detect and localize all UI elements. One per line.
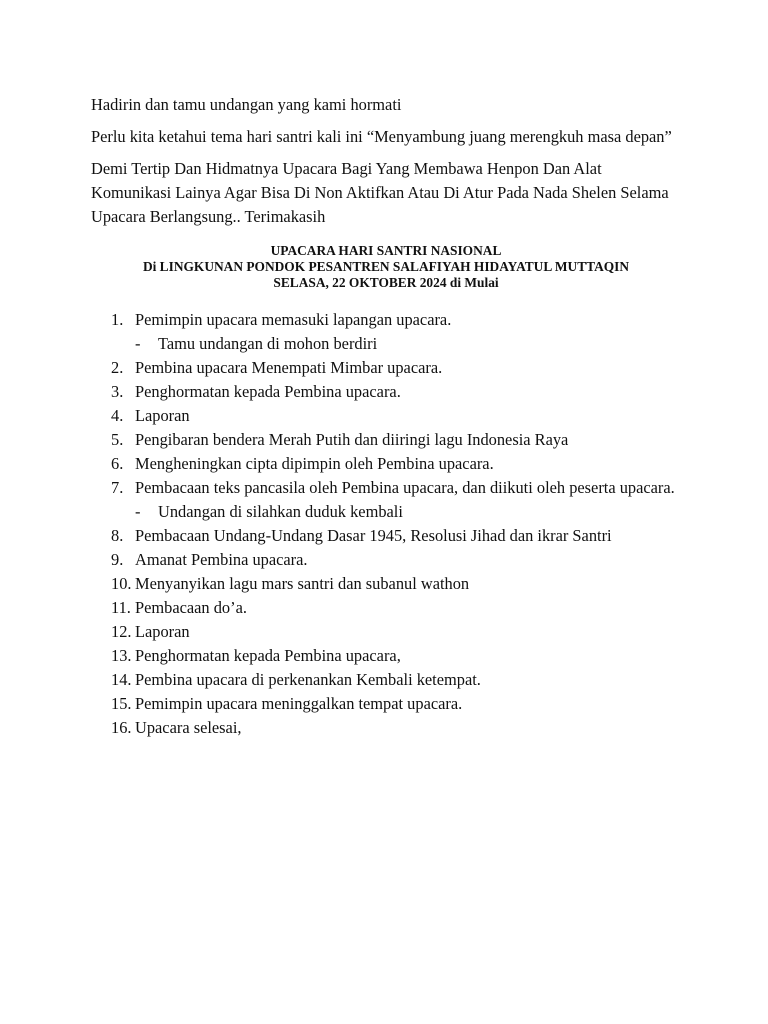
list-item — [111, 524, 677, 548]
item-number: 5. — [111, 430, 124, 449]
heading-line-3: SELASA, 22 OKTOBER 2024 di Mulai — [273, 275, 499, 290]
list-item — [111, 644, 677, 668]
item-text: Penghormatan kepada Pembina upacara. — [135, 382, 401, 401]
item-text: Upacara selesai, — [135, 718, 242, 737]
item-text: Pemimpin upacara meninggalkan tempat upacara. — [135, 694, 463, 713]
list-item — [111, 380, 677, 404]
item-text: Pemimpin upacara memasuki lapangan upacara. — [135, 310, 452, 329]
notice-paragraph: Demi Tertip Dan Hidmatnya Upacara Bagi Yang Membawa Henpon Dan Alat Komunikasi Lainya Agar Bisa Di Non Aktifkan Atau Di Atur Pada Nada Shelen Selama Upacara Berlangsung.. Terimakasih — [91, 159, 669, 226]
item-dash: - — [135, 502, 141, 521]
item-number: 4. — [111, 406, 124, 425]
item-number: 16. — [111, 718, 132, 737]
list-item — [111, 356, 677, 380]
item-number: 1. — [111, 310, 124, 329]
list-item — [111, 308, 677, 332]
item-text: Laporan — [135, 622, 190, 641]
item-text: Pembacaan Undang-Undang Dasar 1945, Resolusi Jihad dan ikrar Santri — [135, 526, 612, 545]
list-item — [111, 572, 677, 596]
list-item — [111, 716, 677, 740]
list-item — [111, 548, 677, 572]
item-text: Undangan di silahkan duduk kembali — [158, 502, 403, 521]
list-item — [111, 596, 677, 620]
item-number: 3. — [111, 382, 124, 401]
item-number: 12. — [111, 622, 132, 641]
greeting-paragraph: Hadirin dan tamu undangan yang kami hormati — [91, 95, 402, 114]
list-item — [111, 668, 677, 692]
heading-line-1: UPACARA HARI SANTRI NASIONAL — [270, 243, 502, 258]
heading-line-2: Di LINGKUNAN PONDOK PESANTREN SALAFIYAH HIDAYATUL MUTTAQIN — [142, 259, 630, 274]
item-text: Pembacaan teks pancasila oleh Pembina upacara, dan diikuti oleh peserta upacara. — [135, 478, 675, 497]
item-text: Pembina upacara di perkenankan Kembali ketempat. — [135, 670, 481, 689]
item-number: 13. — [111, 646, 132, 665]
list-subitem — [135, 500, 677, 524]
list-item — [111, 404, 677, 428]
theme-paragraph: Perlu kita ketahui tema hari santri kali ini “Menyambung juang merengkuh masa depan” — [91, 127, 672, 146]
list-item — [111, 692, 677, 716]
item-text: Mengheningkan cipta dipimpin oleh Pembina upacara. — [135, 454, 494, 473]
item-number: 11. — [111, 598, 131, 617]
item-number: 14. — [111, 670, 132, 689]
item-text: Tamu undangan di mohon berdiri — [158, 334, 378, 353]
item-number: 8. — [111, 526, 124, 545]
item-number: 7. — [111, 478, 124, 497]
item-text: Pembina upacara Menempati Mimbar upacara. — [135, 358, 443, 377]
list-subitem — [135, 332, 677, 356]
item-text: Amanat Pembina upacara. — [135, 550, 308, 569]
list-item — [111, 452, 677, 476]
item-dash: - — [135, 334, 141, 353]
item-text: Penghormatan kepada Pembina upacara, — [135, 646, 401, 665]
list-item — [111, 620, 677, 644]
item-number: 10. — [111, 574, 132, 593]
item-text: Pembacaan do’a. — [135, 598, 247, 617]
ceremony-heading — [91, 243, 681, 291]
document-page — [91, 93, 681, 740]
item-text: Menyanyikan lagu mars santri dan subanul wathon — [135, 574, 470, 593]
item-number: 2. — [111, 358, 124, 377]
item-text: Pengibaran bendera Merah Putih dan diiringi lagu Indonesia Raya — [135, 430, 569, 449]
list-item — [111, 428, 677, 452]
agenda-list — [111, 308, 677, 740]
item-number: 15. — [111, 694, 132, 713]
item-text: Laporan — [135, 406, 190, 425]
item-number: 9. — [111, 550, 124, 569]
list-item — [111, 476, 677, 500]
item-number: 6. — [111, 454, 124, 473]
